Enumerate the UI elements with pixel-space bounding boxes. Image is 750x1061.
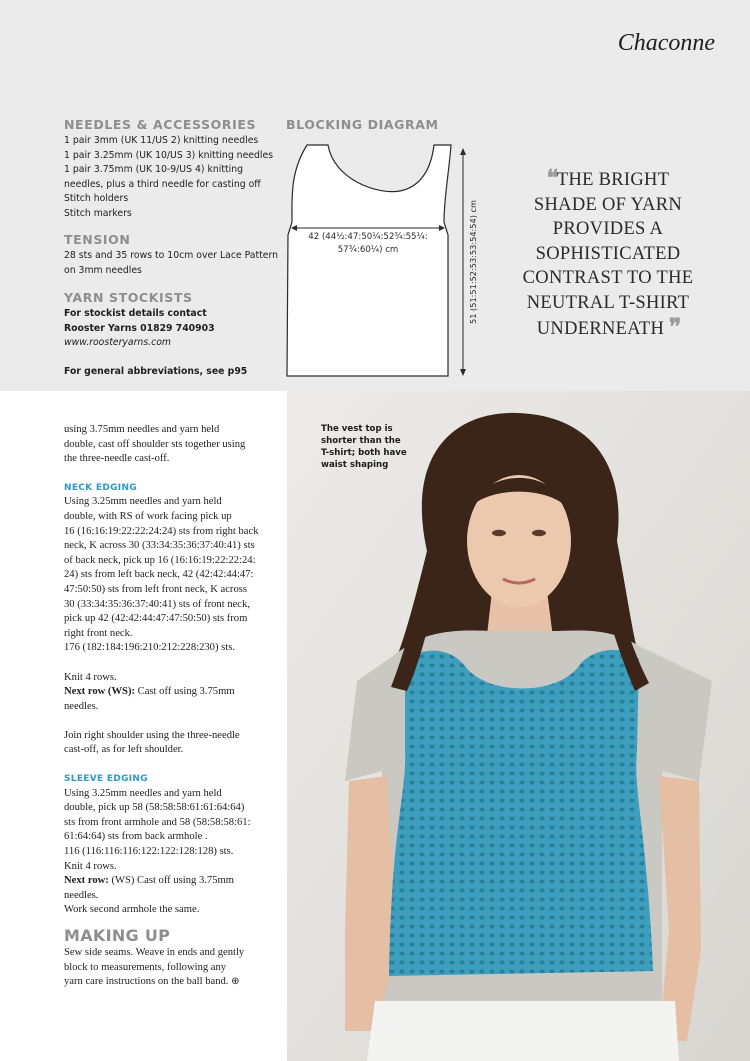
sleeve-next-row bbox=[64, 874, 276, 889]
sleeve-final-line: Work second armhole the same. bbox=[64, 904, 200, 916]
model-illustration bbox=[287, 391, 750, 1061]
join-line: cast-off, as for left shoulder. bbox=[64, 744, 184, 756]
tension-line: on 3mm needles bbox=[64, 264, 142, 276]
neck-line: 24) sts from left back neck, 42 (42:42:44:47: bbox=[64, 569, 254, 581]
making-up-line: block to measurements, following any bbox=[64, 961, 227, 973]
sleeve-line: 116 (116:116:116:122:122:128:128) sts. bbox=[64, 846, 234, 858]
tension-heading: TENSION bbox=[64, 232, 131, 247]
needles-line: 1 pair 3mm (UK 11/US 2) knitting needles bbox=[64, 135, 259, 146]
needles-list bbox=[64, 134, 273, 221]
knit-rows-line: Knit 4 rows. bbox=[64, 671, 117, 683]
open-quote-icon: ❛❛ bbox=[546, 165, 557, 190]
neck-line: of back neck, pick up 16 (16:16:19:22:22:24: bbox=[64, 554, 256, 566]
sleeve-line: 61:64:64) sts from back armhole . bbox=[64, 831, 208, 843]
next-row-line bbox=[64, 685, 276, 700]
making-up-line: Sew side seams. Weave in ends and gently bbox=[64, 947, 245, 958]
next-row-label: Next row (WS): bbox=[64, 686, 136, 698]
trousers bbox=[367, 1001, 679, 1061]
neck-line: pick up 42 (42:42:44:47:47:50:50) sts from bbox=[64, 613, 248, 625]
instructions-column bbox=[64, 423, 276, 918]
making-up-text bbox=[64, 946, 276, 990]
close-quote-icon: ❜❜ bbox=[669, 314, 680, 339]
blocking-diagram bbox=[280, 140, 490, 382]
tension-line: 28 sts and 35 rows to 10cm over Lace Pattern bbox=[64, 250, 279, 261]
needles-line: Stitch holders bbox=[64, 193, 129, 204]
end-mark-icon: ⊕ bbox=[231, 976, 240, 988]
pull-quote bbox=[518, 166, 698, 342]
intro-line: using 3.75mm needles and yarn held bbox=[64, 424, 220, 435]
neck-line: neck, K across 30 (33:34:35:36:37:40:41) sts bbox=[64, 540, 255, 552]
sleeve-next-row-text: (WS) Cast off using 3.75mm bbox=[108, 875, 234, 887]
sleeve-line: Knit 4 rows. bbox=[64, 860, 117, 872]
neck-edging-heading: NECK EDGING bbox=[64, 482, 137, 493]
needles-heading: NEEDLES & ACCESSORIES bbox=[64, 117, 257, 132]
sleeve-next-row-cont: needles. bbox=[64, 889, 99, 901]
making-up-line bbox=[64, 975, 276, 990]
needles-line: Stitch markers bbox=[64, 207, 132, 219]
photo-caption: The vest top is shorter than the T-shirt; both have waist shaping bbox=[321, 424, 407, 470]
next-row-cont: needles. bbox=[64, 700, 99, 712]
sleeve-line: double, pick up 58 (58:58:58:61:61:64:64) bbox=[64, 802, 245, 814]
neck-line: Using 3.25mm needles and yarn held bbox=[64, 496, 222, 508]
neck-line: 47:50:50) sts from left front neck, K across bbox=[64, 583, 247, 595]
yarn-heading: YARN STOCKISTS bbox=[64, 290, 193, 305]
needles-line: 1 pair 3.75mm (UK 10-9/US 4) knitting bbox=[64, 164, 243, 175]
yarn-website-link[interactable]: www.roosteryarns.com bbox=[64, 337, 171, 348]
abbreviations-note: For general abbreviations, see p95 bbox=[64, 366, 248, 377]
vest-outline bbox=[287, 145, 451, 376]
width-label-2: 57¾:60¼) cm bbox=[337, 245, 399, 255]
making-up-heading: MAKING UP bbox=[64, 926, 171, 945]
yarn-phone-line: Rooster Yarns 01829 740903 bbox=[64, 322, 215, 334]
pull-quote-text: THE BRIGHT SHADE OF YARN PROVIDES A SOPHISTICATED CONTRAST TO THE NEUTRAL T-SHIRT UNDERNEATH bbox=[522, 170, 694, 339]
neck-line: 30 (33:34:35:36:37:40:41) sts of front neck, bbox=[64, 598, 250, 610]
neck-line: 16 (16:16:19:22:22:24:24) sts from right back bbox=[64, 525, 259, 537]
intro-line: double, cast off shoulder sts together using bbox=[64, 438, 246, 450]
width-label-1: 42 (44½:47:50¼:52¾:55¼: bbox=[308, 232, 428, 242]
making-up-last-text: yarn care instructions on the ball band. bbox=[64, 976, 229, 988]
vest bbox=[389, 650, 653, 976]
neck-line: double, with RS of work facing pick up bbox=[64, 510, 232, 522]
next-row-text: Cast off using 3.75mm bbox=[135, 686, 235, 698]
needles-line: 1 pair 3.25mm (UK 10/US 3) knitting needles bbox=[64, 149, 274, 161]
join-line: Join right shoulder using the three-needle bbox=[64, 729, 240, 741]
length-label: 51 (51:51:52:53:53:54:54) cm bbox=[468, 200, 478, 324]
yarn-details bbox=[64, 307, 215, 351]
model-photo bbox=[287, 391, 750, 1061]
yarn-contact-line: For stockist details contact bbox=[64, 308, 207, 319]
sleeve-line: Using 3.25mm needles and yarn held bbox=[64, 787, 222, 799]
pattern-title: Chaconne bbox=[617, 30, 715, 56]
neck-line: right front neck. bbox=[64, 627, 133, 639]
blocking-heading: BLOCKING DIAGRAM bbox=[286, 117, 439, 132]
sleeve-line: sts from front armhole and 58 (58:58:58:61: bbox=[64, 816, 251, 828]
sleeve-next-row-label: Next row: bbox=[64, 875, 109, 887]
needles-line: needles, plus a third needle for casting off bbox=[64, 178, 261, 190]
tension-text bbox=[64, 249, 278, 278]
sleeve-edging-heading: SLEEVE EDGING bbox=[64, 774, 148, 785]
intro-line: the three-needle cast-off. bbox=[64, 453, 170, 465]
neck-line: 176 (182:184:196:210:212:228:230) sts. bbox=[64, 642, 235, 654]
